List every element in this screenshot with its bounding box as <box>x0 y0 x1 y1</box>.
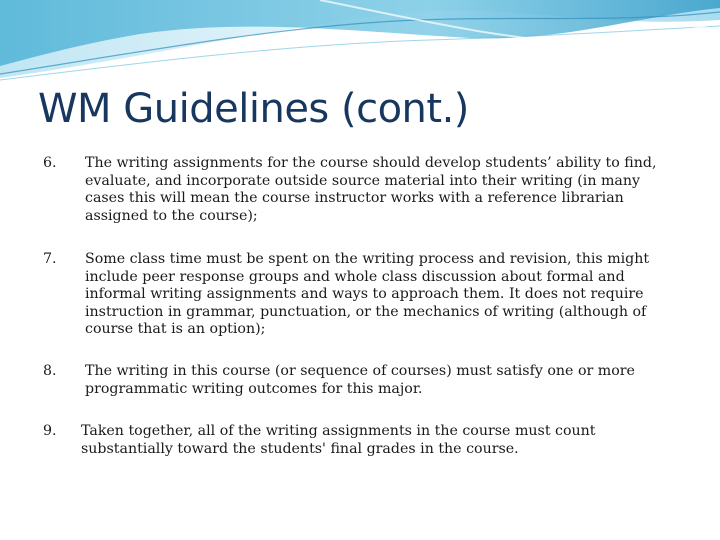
slide-title: WM Guidelines (cont.) <box>38 86 469 132</box>
list-item-number: 9. <box>43 423 57 439</box>
decorative-wave-banner <box>0 0 720 90</box>
list-item-8 <box>43 363 683 398</box>
list-item-text: The writing assignments for the course should develop students’ ability to find, evaluate, and incorporate outside source material into their writing (in many cases this will mean the course instructor works with a reference librarian assigned to the course); <box>85 155 657 224</box>
list-item-6 <box>43 155 683 225</box>
list-item-number: 8. <box>43 363 57 379</box>
list-item-9 <box>43 423 683 458</box>
list-item-text: Some class time must be spent on the writing process and revision, this might include peer response groups and whole class discussion about formal and informal writing assignments and ways to approach them. It does not require instruction in grammar, punctuation, or the mechanics of writing (although of course that is an option); <box>85 251 650 337</box>
list-item-number: 7. <box>43 251 57 267</box>
list-item-number: 6. <box>43 155 57 171</box>
list-item-text: Taken together, all of the writing assignments in the course must count substantially toward the students' final grades in the course. <box>81 423 596 457</box>
list-item-text: The writing in this course (or sequence of courses) must satisfy one or more programmatic writing outcomes for this major. <box>85 363 635 397</box>
list-item-7 <box>43 251 683 339</box>
